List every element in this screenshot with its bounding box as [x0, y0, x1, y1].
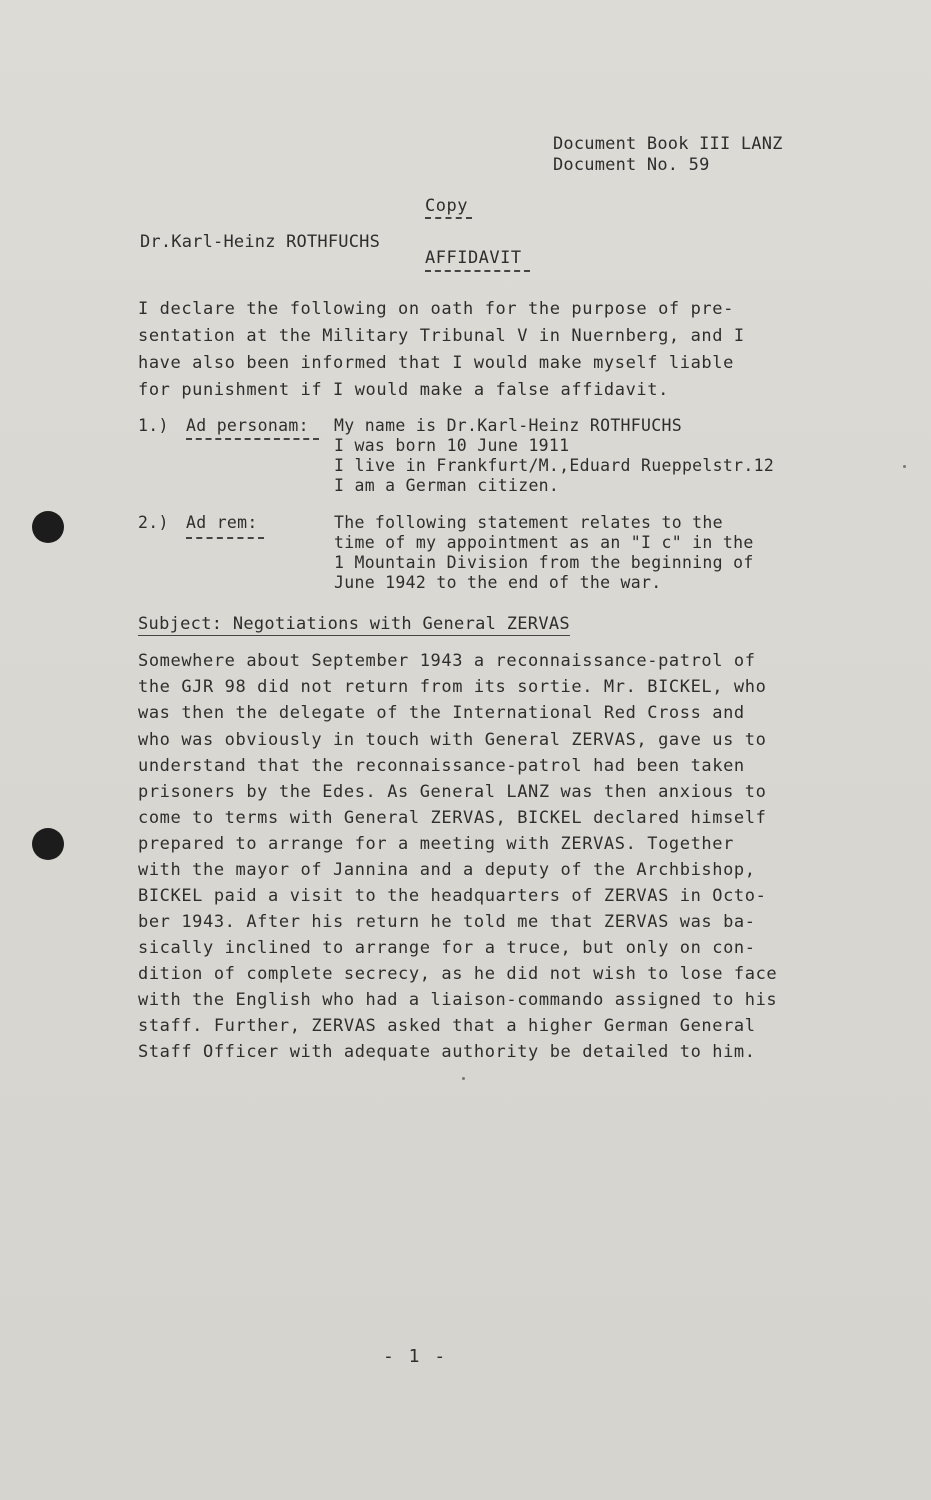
- item1-number: 1.): [138, 416, 169, 435]
- punch-hole-bottom: [32, 828, 64, 860]
- declaration-line: I declare the following on oath for the purpose of pre-: [138, 299, 734, 319]
- item1-label-underline: [186, 438, 319, 440]
- paper-speck: [462, 1077, 465, 1080]
- item2-label: Ad rem:: [186, 513, 258, 532]
- item1-detail-line: I was born 10 June 1911: [334, 436, 570, 455]
- paragraph-line: Somewhere about September 1943 a reconnaissance-patrol of: [138, 651, 756, 671]
- copy-label: Copy: [425, 196, 468, 216]
- item2-detail-line: The following statement relates to the: [334, 513, 723, 532]
- paragraph-line: ber 1943. After his return he told me that ZERVAS was ba-: [138, 912, 756, 932]
- affidavit-underline: [425, 270, 530, 272]
- punch-hole-top: [32, 511, 64, 543]
- author-name: Dr.Karl-Heinz ROTHFUCHS: [140, 232, 381, 252]
- paragraph-line: with the English who had a liaison-commando assigned to his: [138, 990, 778, 1010]
- item2-number: 2.): [138, 513, 169, 532]
- paragraph-line: BICKEL paid a visit to the headquarters of ZERVAS in Octo-: [138, 886, 767, 906]
- paragraph-line: with the mayor of Jannina and a deputy of the Archbishop,: [138, 860, 756, 880]
- item1-detail-line: I am a German citizen.: [334, 476, 560, 495]
- paragraph-line: the GJR 98 did not return from its sortie. Mr. BICKEL, who: [138, 677, 767, 697]
- item1-label: Ad personam:: [186, 416, 309, 435]
- document-number-label: Document No. 59: [553, 155, 710, 175]
- declaration-line: for punishment if I would make a false affidavit.: [138, 380, 669, 400]
- paragraph-line: come to terms with General ZERVAS, BICKEL declared himself: [138, 808, 767, 828]
- paragraph-line: prisoners by the Edes. As General LANZ was then anxious to: [138, 782, 767, 802]
- declaration-line: sentation at the Military Tribunal V in Nuernberg, and I: [138, 326, 745, 346]
- declaration-line: have also been informed that I would make myself liable: [138, 353, 734, 373]
- paragraph-line: understand that the reconnaissance-patrol had been taken: [138, 756, 745, 776]
- paper-speck: [903, 465, 906, 468]
- paragraph-line: sically inclined to arrange for a truce, but only on con-: [138, 938, 756, 958]
- paragraph-line: dition of complete secrecy, as he did not wish to lose face: [138, 964, 778, 984]
- copy-underline: [425, 217, 472, 219]
- item1-detail-line: My name is Dr.Karl-Heinz ROTHFUCHS: [334, 416, 682, 435]
- item1-detail-line: I live in Frankfurt/M.,Eduard Rueppelstr.12: [334, 456, 775, 475]
- paragraph-line: Staff Officer with adequate authority be detailed to him.: [138, 1042, 756, 1062]
- paragraph-line: prepared to arrange for a meeting with ZERVAS. Together: [138, 834, 734, 854]
- paragraph-line: staff. Further, ZERVAS asked that a higher German General: [138, 1016, 756, 1036]
- paragraph-line: was then the delegate of the International Red Cross and: [138, 703, 745, 723]
- item2-detail-line: 1 Mountain Division from the beginning of: [334, 553, 754, 572]
- item2-detail-line: June 1942 to the end of the war.: [334, 573, 662, 592]
- page-number: - 1 -: [383, 1346, 448, 1367]
- document-book-label: Document Book III LANZ: [553, 134, 783, 154]
- subject-heading: Subject: Negotiations with General ZERVAS: [138, 614, 570, 634]
- paragraph-line: who was obviously in touch with General ZERVAS, gave us to: [138, 730, 767, 750]
- affidavit-title: AFFIDAVIT: [425, 248, 522, 268]
- item2-label-underline: [186, 537, 264, 539]
- item2-detail-line: time of my appointment as an "I c" in the: [334, 533, 754, 552]
